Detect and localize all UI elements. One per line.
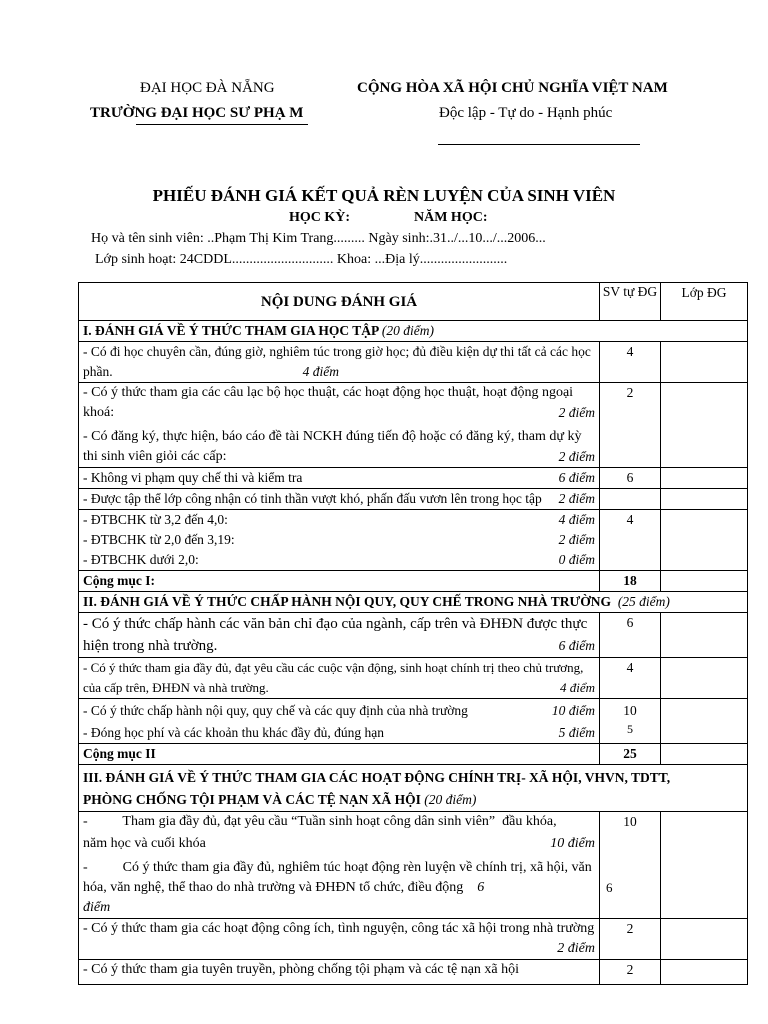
criterion-text: năm học và cuối khóa	[83, 836, 206, 851]
criterion-points: 2 điểm	[558, 491, 595, 506]
section-1-header	[79, 321, 748, 342]
section-1-total-value: 18	[600, 571, 661, 592]
sv-score: 4	[600, 342, 661, 383]
sv-score: 4	[600, 658, 661, 699]
table-row	[79, 658, 748, 699]
criterion-text: - Đóng học phí và các khoản thu khác đầy đủ, đúng hạn	[83, 725, 385, 740]
criterion-points: 6 điểm	[558, 638, 595, 653]
criterion-text: - Có đăng ký, thực hiện, báo cáo đề tài NCKH đúng tiến độ hoặc có đăng ký, tham dự kỳ thi sinh viên giỏi các cấp:	[83, 429, 582, 464]
criterion-text: - Tham gia đầy đủ, đạt yêu cầu “Tuần sinh hoạt công dân sinh viên” đầu khóa,	[83, 814, 557, 829]
sv-score: 10 6	[600, 812, 661, 919]
table-row	[79, 960, 748, 985]
sv-score: 2	[600, 383, 661, 468]
criterion-points: 10 điểm	[551, 703, 595, 718]
class-score	[661, 489, 748, 510]
year-label: NĂM HỌC:	[414, 210, 488, 225]
criterion-points: 4 điểm	[559, 680, 595, 695]
col-lop-header: Lớp ĐG	[661, 283, 748, 321]
section-2-points: (25 điểm)	[617, 594, 670, 609]
student-info: Họ và tên sinh viên: ..Phạm Thị Kim Trang......... Ngày sinh:.31../...10.../...2006...	[91, 231, 546, 246]
criterion-points: 4 điểm	[558, 512, 595, 527]
table-row	[79, 919, 748, 960]
sv-score: 6	[600, 468, 661, 489]
section-3-title-line1: III. ĐÁNH GIÁ VỀ Ý THỨC THAM GIA CÁC HOẠT ĐỘNG CHÍNH TRỊ- XÃ HỘI, VHVN, TDTT,	[83, 770, 671, 785]
table-row	[79, 510, 748, 571]
sv-score: 2	[600, 919, 661, 960]
criterion-text: - Có đi học chuyên cần, đúng giờ, nghiêm túc trong giờ học; đủ điều kiện dự thi tất cả các học phần.	[83, 344, 591, 379]
section-2-header	[79, 592, 748, 613]
col-content-header: NỘI DUNG ĐÁNH GIÁ	[79, 283, 600, 321]
section-2-total-row	[79, 744, 748, 765]
section-1-total-label: Cộng mục I:	[79, 571, 600, 592]
table-row	[79, 383, 748, 468]
class-score	[661, 383, 748, 468]
criterion-text: - Có ý thức chấp hành các văn bản chỉ đạo của ngành, cấp trên và ĐHĐN được thực hiện trong nhà trường.	[83, 616, 588, 654]
section-2-total-label: Cộng mục II	[79, 744, 600, 765]
criterion-points: 5 điểm	[558, 725, 595, 740]
criterion-text: - Có ý thức tham gia đầy đủ, đạt yêu cầu các cuộc vận động, sinh hoạt chính trị theo chủ trương, của cấp trên, ĐHĐN và nhà trường.	[83, 660, 584, 695]
criterion-points: 2 điểm	[558, 449, 595, 464]
school-name-text: TRƯỜNG ĐẠI HỌC SƯ PHẠ M	[90, 105, 304, 121]
section-1-title: I. ĐÁNH GIÁ VỀ Ý THỨC THAM GIA HỌC TẬP	[83, 323, 379, 338]
sv-score: 10 5	[600, 699, 661, 744]
class-score	[661, 919, 748, 960]
class-score	[661, 342, 748, 383]
criterion-points: 2 điểm	[558, 532, 595, 547]
class-score	[661, 744, 748, 765]
table-row	[79, 613, 748, 658]
criterion-points: 4 điểm	[302, 364, 339, 379]
table-row	[79, 342, 748, 383]
section-2-title: II. ĐÁNH GIÁ VỀ Ý THỨC CHẤP HÀNH NỘI QUY, QUY CHẾ TRONG NHÀ TRƯỜNG	[83, 594, 612, 609]
table-row	[79, 489, 748, 510]
section-3-header	[79, 765, 748, 812]
sv-score: 6	[600, 613, 661, 658]
criterion-text: - ĐTBCHK dưới 2,0:	[83, 552, 199, 567]
criterion-points-unit: điểm	[83, 900, 111, 915]
criterion-text: - Không vi phạm quy chế thi và kiểm tra	[83, 470, 303, 485]
table-header-row	[79, 283, 748, 321]
sv-score: 4	[600, 510, 661, 571]
class-score	[661, 699, 748, 744]
criterion-points: 2 điểm	[557, 941, 595, 956]
school-name	[90, 105, 303, 122]
form-title: PHIẾU ĐÁNH GIÁ KẾT QUẢ RÈN LUYỆN CỦA SINH VIÊN	[152, 186, 616, 205]
country-name: CỘNG HÒA XÃ HỘI CHỦ NGHĨA VIỆT NAM	[357, 80, 668, 96]
class-score	[661, 510, 748, 571]
class-info: Lớp sinh hoạt: 24CDDL............................. Khoa: ...Địa lý.........................	[95, 252, 508, 267]
criterion-text: - Có ý thức tham gia các câu lạc bộ học thuật, các hoạt động học thuật, hoạt động ngoại khoá:	[83, 385, 574, 420]
semester-label: HỌC KỲ:	[289, 210, 351, 225]
criterion-text: - Có ý thức tham gia đầy đủ, nghiêm túc hoạt động rèn luyện về chính trị, xã hội, văn hóa, văn nghệ, thể thao do nhà trường và ĐHĐN tổ chức, điều động	[83, 860, 596, 895]
criterion-text: - ĐTBCHK từ 3,2 đến 4,0:	[83, 512, 228, 527]
table-row	[79, 812, 748, 919]
criterion-text: - Được tập thể lớp công nhận có tinh thần vượt khó, phấn đấu vươn lên trong học tập	[83, 491, 542, 506]
sv-score	[600, 489, 661, 510]
class-score	[661, 571, 748, 592]
class-score	[661, 468, 748, 489]
criterion-points: 10 điểm	[550, 836, 595, 851]
section-2-total-value: 25	[600, 744, 661, 765]
national-motto: Độc lập - Tự do - Hạnh phúc	[439, 105, 613, 121]
table-row	[79, 468, 748, 489]
section-3-title-line2: PHÒNG CHỐNG TỘI PHẠM VÀ CÁC TỆ NẠN XÃ HỘI	[83, 792, 421, 807]
section-1-total-row	[79, 571, 748, 592]
class-score	[661, 960, 748, 985]
sv-score: 2	[600, 960, 661, 985]
table-row	[79, 699, 748, 744]
motto-underline	[438, 144, 640, 145]
criterion-points: 6	[477, 880, 485, 895]
university-name: ĐẠI HỌC ĐÀ NẴNG	[140, 80, 275, 96]
section-3-points: (20 điểm)	[424, 792, 477, 807]
col-sv-header: SV tự ĐG	[600, 283, 661, 321]
school-underline	[136, 124, 308, 125]
criterion-points: 6 điểm	[558, 470, 595, 485]
class-score	[661, 658, 748, 699]
criterion-points: 0 điểm	[558, 552, 595, 567]
criterion-text: - ĐTBCHK từ 2,0 đến 3,19:	[83, 532, 235, 547]
class-score	[661, 812, 748, 919]
criterion-text: - Có ý thức chấp hành nội quy, quy chế và các quy định của nhà trường	[83, 703, 468, 718]
criterion-points: 2 điểm	[558, 405, 595, 420]
criterion-text: - Có ý thức tham gia các hoạt động công ích, tình nguyện, công tác xã hội trong nhà trường	[83, 921, 595, 936]
evaluation-table	[78, 282, 748, 985]
class-score	[661, 613, 748, 658]
section-1-points: (20 điểm)	[381, 323, 435, 338]
criterion-text: - Có ý thức tham gia tuyên truyền, phòng chống tội phạm và các tệ nạn xã hội	[83, 962, 520, 977]
